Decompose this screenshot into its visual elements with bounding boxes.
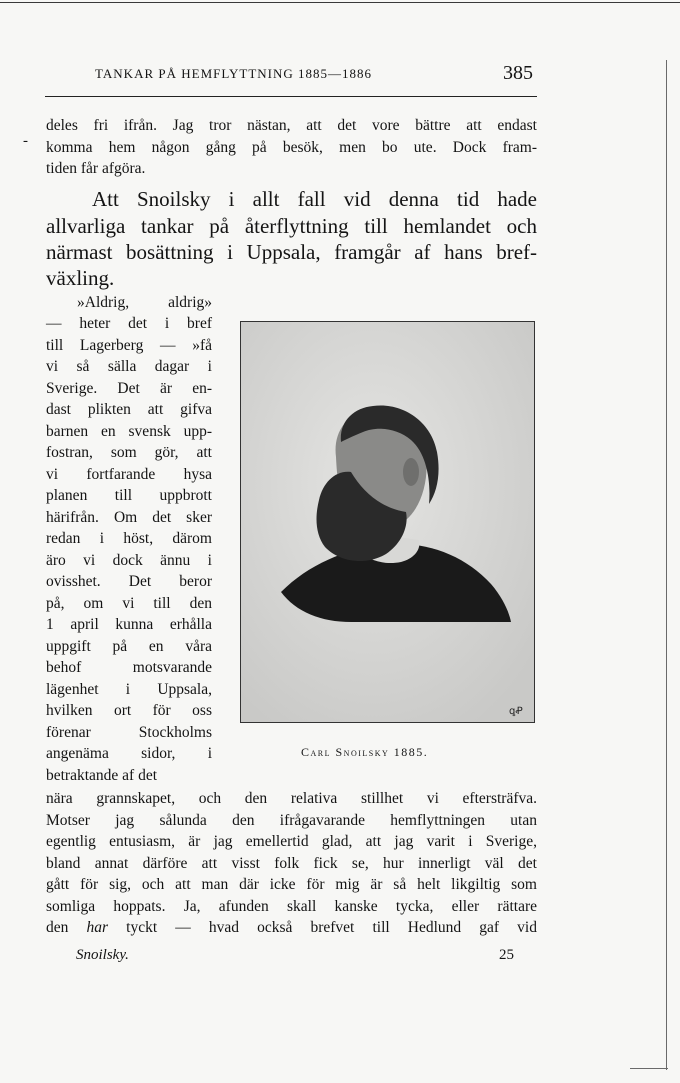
text-line: deles fri ifrån. Jag tror nästan, att det vore bättre att endast bbox=[46, 117, 537, 134]
text-line: somliga hoppats. Ja, afunden skall kanske tycka, eller rättare bbox=[46, 898, 537, 915]
narrow-text-line: Sverige. Det är en- bbox=[46, 380, 212, 397]
narrow-text-line: vi så sälla dagar i bbox=[46, 358, 212, 375]
portrait-illustration bbox=[241, 322, 534, 722]
emphasized-word: har bbox=[86, 919, 109, 936]
narrow-text-line: »Aldrig, aldrig» bbox=[77, 294, 212, 311]
narrow-text-line: redan i höst, därom bbox=[46, 530, 212, 547]
narrow-text-line: lägenhet i Uppsala, bbox=[46, 681, 212, 698]
text-line: bland annat därföre att visst folk fick se, hur innerligt väl det bbox=[46, 855, 537, 872]
narrow-text-line: på, om vi till den bbox=[46, 595, 212, 612]
text-line: tiden får afgöra. bbox=[46, 160, 146, 177]
portrait-caption: Carl Snoilsky 1885. bbox=[301, 745, 429, 759]
page-edge-right bbox=[666, 60, 667, 1070]
large-text-line: Att Snoilsky i allt fall vid denna tid hade bbox=[92, 187, 537, 211]
text-line: gått för sig, och att man där icke för mig är så helt likgiltig som bbox=[46, 876, 537, 893]
text-line: komma hem någon gång på besök, men bo ute. Dock fram- bbox=[46, 139, 537, 156]
narrow-text-line: ovisshet. Det beror bbox=[46, 573, 212, 590]
narrow-text-line: planen till uppbrott bbox=[46, 487, 212, 504]
portrait-photo bbox=[240, 321, 535, 723]
text-fragment: den bbox=[46, 919, 87, 936]
large-text-line: allvarliga tankar på återflyttning till hemlandet och bbox=[46, 214, 537, 238]
text-line: egentlig entusiasm, är jag emellertid glad, att jag varit i Sverige, bbox=[46, 833, 537, 850]
narrow-text-line: dast plikten att gifva bbox=[46, 401, 212, 418]
narrow-text-line: till Lagerberg — »få bbox=[46, 337, 212, 354]
narrow-text-line: fostran, som gör, att bbox=[46, 444, 212, 461]
narrow-text-line: förenar Stockholms bbox=[46, 724, 212, 741]
text-fragment: tyckt — hvad också brefvet till Hedlund gaf vid bbox=[108, 919, 537, 936]
header-rule bbox=[45, 96, 537, 97]
portrait-ear bbox=[403, 458, 419, 486]
running-head: TANKAR PÅ HEMFLYTTNING 1885—1886 bbox=[95, 66, 373, 81]
narrow-text-line: angenäma sidor, i bbox=[46, 745, 212, 762]
narrow-text-line: vi fortfarande hysa bbox=[46, 466, 212, 483]
narrow-text-line: äro vi dock ännu i bbox=[46, 552, 212, 569]
large-text-line: närmast bosättning i Uppsala, framgår af hans bref- bbox=[46, 240, 537, 264]
narrow-text-line: härifrån. Om det sker bbox=[46, 509, 212, 526]
narrow-text-line: behof motsvarande bbox=[46, 659, 212, 676]
narrow-text-line: betraktande af det bbox=[46, 767, 158, 784]
page-edge-bottom bbox=[630, 1068, 668, 1069]
text-line-with-emphasis bbox=[46, 919, 537, 937]
narrow-text-line: — heter det i bref bbox=[46, 315, 212, 332]
margin-mark: - bbox=[23, 133, 28, 149]
narrow-text-line: hvilken ort för oss bbox=[46, 702, 212, 719]
narrow-text-line: uppgift på en våra bbox=[46, 638, 212, 655]
footer-sheet-number: 25 bbox=[499, 947, 514, 963]
narrow-text-line: 1 april kunna erhålla bbox=[46, 616, 212, 633]
text-line: Motser jag sålunda den ifrågavarande hemflyttningen utan bbox=[46, 812, 537, 829]
page-edge-top bbox=[0, 2, 680, 3]
photographer-monogram: ꝗꝒ bbox=[509, 706, 523, 717]
footer-signature: Snoilsky. bbox=[76, 947, 129, 963]
text-line: nära grannskapet, och den relativa stillhet vi eftersträfva. bbox=[46, 790, 537, 807]
page-number: 385 bbox=[503, 62, 533, 84]
large-text-line: växling. bbox=[46, 266, 115, 290]
narrow-text-line: barnen en svensk upp- bbox=[46, 423, 212, 440]
